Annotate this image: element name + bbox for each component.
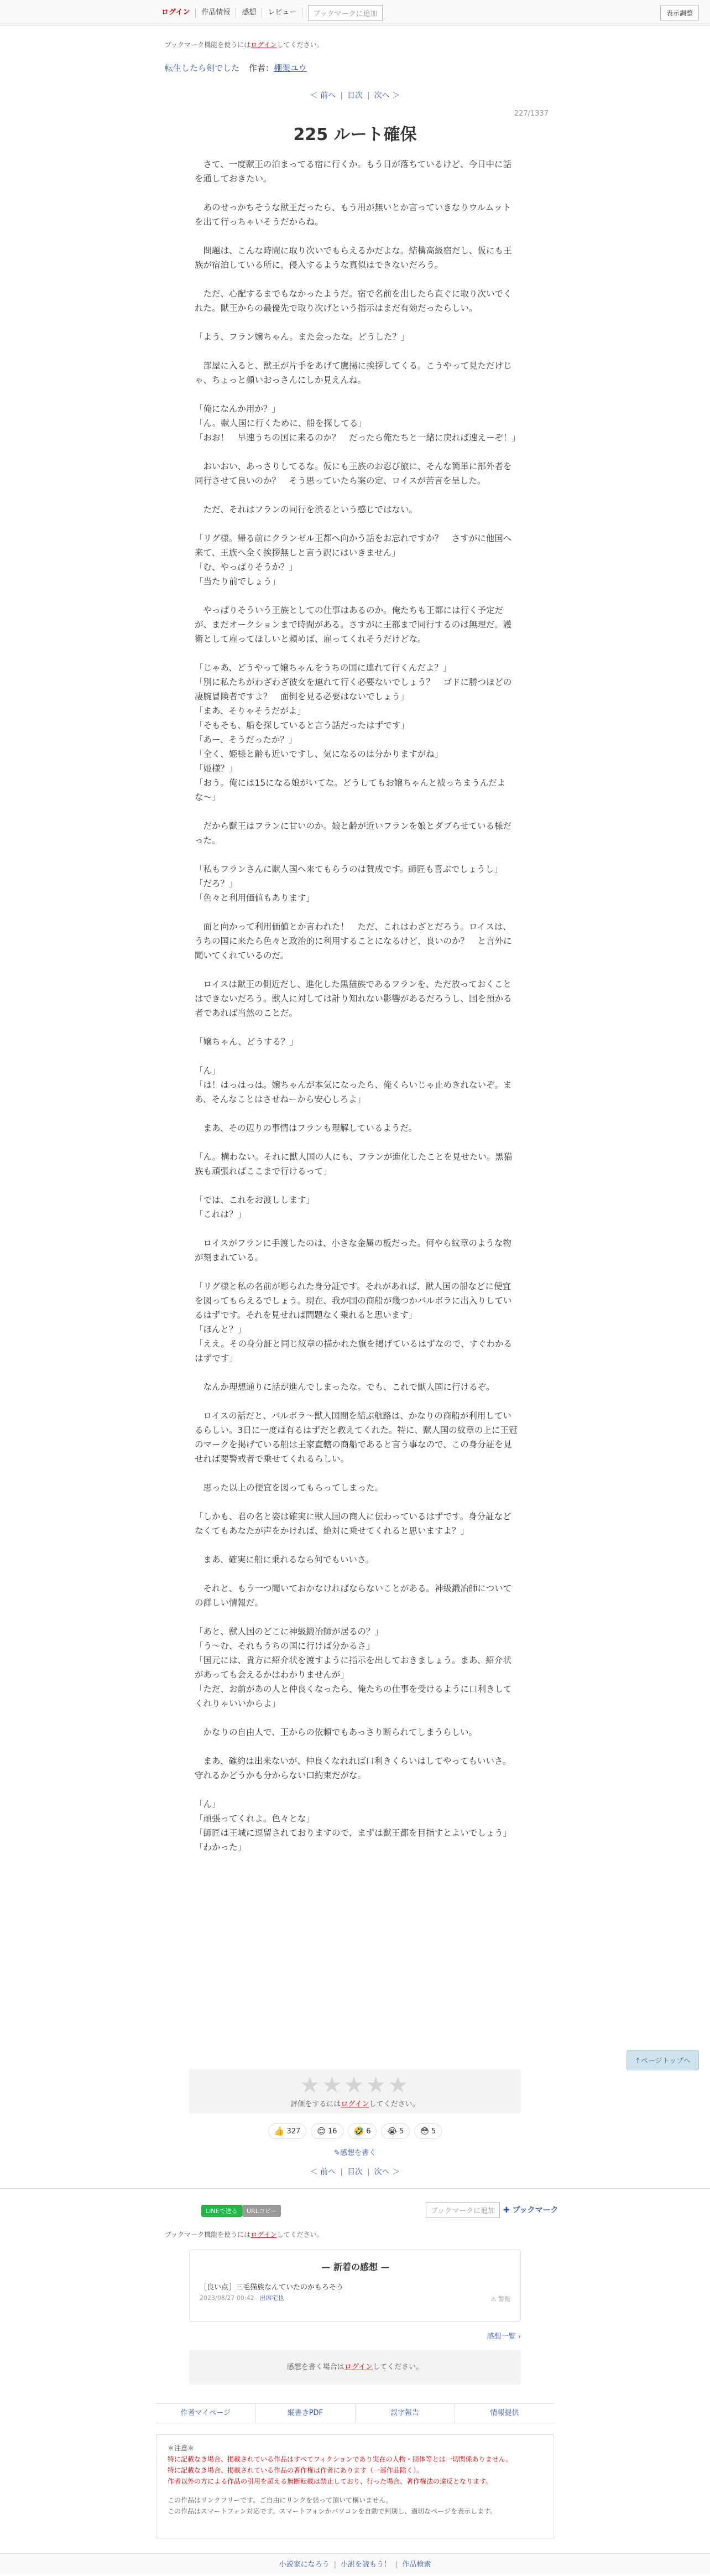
top-bar [0, 0, 710, 25]
reaction-count: 16 [327, 2127, 337, 2136]
caution-line-2: 特に記載なき場合、掲載されている作品の著作権は作者にあります（一部作品除く）。 [168, 2466, 424, 2474]
body-paragraph: 「姫様？」 [195, 764, 238, 773]
page-count: 227/1337 [514, 110, 549, 118]
body-paragraph [195, 315, 518, 330]
body-paragraph [195, 229, 518, 243]
report-link[interactable]: ⚠ 警報 [490, 2295, 510, 2303]
body-paragraph [195, 1610, 518, 1624]
body-paragraph: 「ん。獣人国に行くために、船を探してる」 [195, 418, 367, 428]
body-paragraph [195, 963, 518, 977]
body-paragraph [195, 646, 518, 661]
body-paragraph: 「嬢ちゃん、どうする？」 [195, 1037, 298, 1047]
notice-text-2: ブックマーク機能を使うには [165, 2231, 251, 2239]
bottom-bar: 小説家になろう | 小説を読もう！ | 作品検索 [0, 2553, 710, 2575]
work-info-link[interactable]: 作品情報 [196, 8, 236, 18]
body-paragraph: 「リグ様。帰る前にクランゼル王都へ向かう話をお忘れですか？ さすがに他国へ来て、王族へ全く挨拶無しと言う訳にはいきません」 [195, 533, 512, 558]
author-mypage-link[interactable]: 作者マイページ [156, 2404, 255, 2423]
body-paragraph [195, 272, 518, 287]
body-paragraph: 「色々と利用価値もあります」 [195, 893, 315, 903]
body-paragraph [195, 1107, 518, 1121]
body-paragraph: 部屋に入ると、獣王が片手をあげて鷹揚に挨拶してくる。こうやって見ただけじゃ、ちょっと顔いおっさんにしか見えんね。 [195, 361, 512, 385]
body-paragraph [195, 445, 518, 459]
body-paragraph [195, 1739, 518, 1754]
body-paragraph [195, 1711, 518, 1725]
body-paragraph: 「では、これをお渡しします」 [195, 1195, 315, 1205]
body-paragraph: 「当たり前でしょう」 [195, 577, 281, 586]
body-paragraph: 「全く、姫様と齢も近いですし、気になるのは分かりますがね」 [195, 749, 443, 759]
footer-links [156, 2403, 554, 2423]
reaction-button[interactable] [311, 2123, 343, 2139]
body-paragraph: あのせっかちそうな獣王だったら、もう用が無いとか言っていきなりウルムットを出て行っちゃいそうだからね。 [195, 202, 511, 227]
series-header [165, 62, 307, 74]
body-paragraph: ただ、心配するまでもなかったようだ。宿で名前を出したら直ぐに取り次いでくれた。獣王からの最優先で取り次げという指示はまだ有効だったらしい。 [195, 289, 512, 313]
caution-box [156, 2434, 554, 2538]
body-paragraph [195, 1365, 518, 1380]
next-link-bottom[interactable]: 次へ ＞ [374, 2168, 400, 2177]
body-paragraph [195, 1178, 518, 1193]
reaction-count: 5 [431, 2127, 436, 2136]
body-paragraph: 「おう。俺には15になる娘がいてな。どうしてもお嬢ちゃんと被っちまうんだよな〜」 [195, 778, 506, 802]
body-paragraph: 「これは？」 [195, 1209, 247, 1219]
body-paragraph [195, 905, 518, 920]
notice-text-end: してください。 [276, 41, 323, 49]
body-paragraph [195, 1222, 518, 1236]
yomou-link[interactable]: 小説を読もう！ [340, 2561, 391, 2569]
notice-login-link-2[interactable]: ログイン [250, 2231, 277, 2239]
body-paragraph: 思った以上の便宜を図ってもらってしまった。 [195, 1483, 384, 1493]
login-link[interactable]: ログイン [156, 8, 196, 18]
search-link[interactable]: 作品検索 [402, 2561, 431, 2569]
url-copy-button[interactable]: URLコピー [242, 2205, 281, 2217]
body-paragraph: 「師匠は王城に逗留されておりますので、まずは獣王都を目指すとよいでしょう」 [195, 1828, 512, 1838]
reaction-count: 5 [399, 2127, 404, 2136]
reaction-emoji-icon: 😊 [317, 2126, 326, 2136]
body-paragraph: まあ、確約は出来ないが、仲良くなれれば口利きくらいはしてやってもいいさ。守れるかどうかも分からない口約束だがな。 [195, 1756, 511, 1780]
reaction-bar [0, 2123, 710, 2139]
latest-impressions-heading: — 新着の感想 — [321, 2262, 390, 2272]
rating-box [189, 2069, 521, 2113]
caution-line-3: 作者以外の方による作品の引用を超える無断転載は禁止しており、行った場合、著作権法の違反となります。 [168, 2478, 493, 2485]
latest-impression-text[interactable]: ［良い点］三毛猫族なんていたのかもろそう [200, 2283, 344, 2292]
body-paragraph: なんか理想通りに話が進んでしまったな。でも、これで獣人国に行けるぞ。 [195, 1382, 495, 1392]
body-paragraph: 「国元には、貴方に紹介状を渡すように指示を出しておきましょう。まあ、紹介状があっても会えるかはわかりませんが」 [195, 1655, 511, 1680]
body-paragraph: 「まあ、そりゃそうだがよ」 [195, 706, 306, 716]
notice-text: ブックマーク機能を使うには [165, 41, 251, 49]
body-paragraph: 「は！はっはっは。嬢ちゃんが本気になったら、俺くらいじゃ止めきれないぞ。まあ、そんなことはさせねーから安心しろよ」 [195, 1080, 512, 1104]
body-paragraph: 「う〜む、それもうちの国に行けば分かるさ」 [195, 1641, 375, 1651]
caution-line-5: この作品はスマートフォン対応です。スマートフォンかパソコンを自動で判別し、適切なページを表示します。 [168, 2507, 497, 2515]
reaction-button[interactable] [381, 2123, 410, 2139]
body-paragraph [195, 1394, 518, 1409]
author-link[interactable]: 棚架ユウ [273, 63, 307, 73]
rating-login-link[interactable]: ログイン [341, 2100, 369, 2108]
rating-stars[interactable]: ★★★★★ [300, 2073, 410, 2098]
body-paragraph [195, 1538, 518, 1552]
body-paragraph [195, 517, 518, 531]
toc-link-bottom[interactable]: 目次 [347, 2168, 363, 2177]
body-paragraph: おいおい、あっさりしてるな。仮にも王族のお忍び旅に、そんな簡単に部外者を同行させて良いのか？ そう思っていたら案の定、ロイスが苦言を呈した。 [195, 461, 512, 486]
caution-line-4: この作品はリンクフリーです。ご自由にリンクを張って頂いて構いません。 [168, 2496, 393, 2504]
body-paragraph [195, 1466, 518, 1481]
body-paragraph: ロイスがフランに手渡したのは、小さな金属の板だった。何やら紋章のような物が刻まれている。 [195, 1238, 511, 1263]
body-paragraph [195, 1020, 518, 1035]
body-paragraph: 「ん。構わない。それに獣人国の人にも、フランが進化したことを見せたい。黒猫族も頑張ればここまで行けるって」 [195, 1152, 513, 1176]
body-paragraph: 面と向かって利用価値とか言われた！ ただ、これはわざとだろう。ロイスは、うちの国に来たら色々と政治的に利用することになるけど、良いのか？ と言外に聞いてくれているのだ。 [195, 922, 512, 960]
body-paragraph: まあ、確実に船に乗れるなら何でもいいさ。 [195, 1555, 374, 1565]
impression-list-link[interactable]: 感想一覧 › [487, 2333, 521, 2341]
body-paragraph: かなりの自由人で、王からの依頼でもあっさり断られてしまうらしい。 [195, 1727, 478, 1737]
author-label: 作者： [248, 63, 274, 73]
prev-link-bottom[interactable]: ＜ 前へ [310, 2168, 336, 2177]
impression-login-link[interactable]: ログイン [344, 2363, 373, 2371]
body-paragraph: ロイスは獣王の側近だし、進化した黒猫族であるフランを、ただ放っておくことはできないだろう。獣人に対しては計り知れない影響があるだろうし、国を預かる者であれば当然のことだ。 [195, 979, 512, 1018]
body-paragraph: 「じゃあ、どうやって嬢ちゃんをうちの国に連れて行くんだよ？」 [195, 663, 452, 673]
body-paragraph: 問題は、こんな時間に取り次いでもらえるかだよな。結構高級宿だし、仮にも王族が宿泊している所に、侵入するような真似はできないだろう。 [195, 246, 512, 270]
notice-login-link[interactable]: ログイン [250, 41, 277, 49]
latest-impression-meta [200, 2293, 284, 2302]
body-paragraph: 「ただ、お前があの人と仲良くなったら、俺たちの仕事を受けるように口利きしてくれりゃいいからよ」 [195, 1684, 512, 1708]
series-title-link[interactable]: 転生したら剣でした [165, 63, 240, 73]
next-link[interactable]: 次へ ＞ [374, 91, 400, 100]
caution-line-1: 特に記載なき場合、掲載されている作品はすべてフィクションであり実在の人物・団体等とは一切関係ありません。 [168, 2455, 513, 2463]
reaction-button[interactable] [414, 2123, 442, 2139]
body-paragraph: まあ、その辺りの事情はフランも理解しているようだ。 [195, 1123, 417, 1133]
latest-impressions-box [189, 2250, 521, 2321]
body-paragraph [195, 1135, 518, 1150]
body-paragraph: 「ほんと？」 [195, 1325, 247, 1334]
pager-top: ＜ 前へ | 目次 | 次へ ＞ [310, 91, 400, 100]
body-paragraph: 「む、やっぱりそうか？」 [195, 562, 298, 572]
chapter-title: 225 ルート確保 [293, 125, 417, 144]
body-paragraph: だから獣王はフランに甘いのか。娘と齢が近いフランを娘とダブらせている様だった。 [195, 821, 512, 845]
body-paragraph [195, 1783, 518, 1797]
body-paragraph: 「ん」 [195, 1066, 221, 1076]
reaction-emoji-icon: 🤣 [353, 2126, 364, 2136]
body-paragraph [195, 1495, 518, 1509]
body-paragraph: ただ、それはフランの同行を渋るという感じではない。 [195, 505, 418, 515]
impressions-link[interactable]: 感想 [236, 8, 262, 18]
body-paragraph: 「頑張ってくれよ。色々とな」 [195, 1814, 315, 1824]
body-paragraph: 「だろ？」 [195, 879, 238, 889]
bookmark-add-button[interactable]: ブックマークに追加 [308, 5, 382, 21]
impression-login-box [189, 2350, 521, 2385]
body-paragraph [195, 387, 518, 402]
body-paragraph: ロイスの話だと、バルボラ〜獣人国間を結ぶ航路は、かなりの商船が利用しているらしい。3日に一度は有るはずだと教えてくれた。特に、獣人国の紋章の上に王冠のマークを掲げている船は王家直轄の商船であると言う事なので、この身分証を見せれば要警戒者で乗せてくれるらしい。 [195, 1411, 518, 1464]
body-paragraph [195, 1049, 518, 1063]
body-paragraph: 「そもそも、船を探していると言う話だったはずです」 [195, 720, 409, 730]
line-share-button[interactable]: LINEで送る [201, 2205, 242, 2217]
vertical-pdf-link[interactable]: 縦書きPDF [255, 2404, 355, 2423]
body-paragraph: 「俺になんか用か？」 [195, 404, 281, 414]
body-paragraph: 「ええ。その身分証と同じ紋章の描かれた旗を掲げているはずなので、すぐわかるはずです」 [195, 1339, 513, 1363]
reaction-emoji-icon: 👍 [274, 2126, 285, 2136]
caution-heading: ＊注意＊ [168, 2444, 195, 2452]
reaction-emoji-icon: 😳 [420, 2126, 429, 2136]
impression-login-end: してください。 [373, 2363, 424, 2371]
impression-login-text: 感想を書く場合は [286, 2363, 344, 2371]
write-impression-link[interactable]: ✎感想を書く [334, 2149, 376, 2157]
body-paragraph [195, 488, 518, 502]
body-paragraph [195, 186, 518, 200]
reaction-emoji-icon: 😭 [387, 2126, 397, 2136]
body-paragraph: 「あー、そうだったか？」 [195, 735, 297, 745]
body-paragraph: さて、一度獣王の泊まってる宿に行くか。もう日が落ちているけど、今日中に話を通しておきたい。 [195, 159, 512, 184]
body-paragraph: 「あと、獣人国のどこに神級鍛冶師が居るの？」 [195, 1627, 384, 1637]
body-paragraph: 「ん」 [195, 1799, 221, 1809]
reaction-count: 6 [366, 2127, 371, 2136]
body-paragraph: 「別に私たちがわざわざ彼女を連れて行く必要ないでしょう？ ゴドに勝つほどの凄腕冒険者ですよ？ 面倒を見る必要はないでしょう」 [195, 677, 512, 702]
body-paragraph: それと、もう一つ聞いておかなければならないことがある。神級鍛冶師についての詳しい情報だ。 [195, 1583, 512, 1608]
rating-note-text: 評価をするには [290, 2100, 341, 2108]
impression-date: 2023/08/27 00:42 [200, 2294, 254, 2302]
bookmark-login-notice-bottom [165, 2230, 323, 2239]
reaction-button[interactable] [268, 2123, 307, 2139]
body-paragraph [195, 1567, 518, 1581]
body-paragraph: 「私もフランさんに獣人国へ来てもらうのは賛成です。師匠も喜ぶでしょうし」 [195, 864, 503, 874]
body-paragraph: 「リグ様と私の名前が彫られた身分証です。それがあれば、獣人国の船などに便宜を図ってもらえるでしょう。現在、我が国の商船が幾つかバルボラに出入りしているはずです。それを見せれば問題なく乗れると思います」 [195, 1281, 512, 1320]
body-paragraph: 「しかも、君の名と姿は確実に獣人国の商人に伝わっているはずです。身分証などなくてもあなたが声をかければ、絶対に乗せてくれると思いますよ？」 [195, 1512, 511, 1536]
bookmark-login-notice [165, 40, 323, 49]
bookmark-add-button-bottom[interactable]: ブックマークに追加 [426, 2202, 500, 2218]
reaction-count: 327 [286, 2127, 301, 2136]
bookmark-link[interactable]: ✚ ブックマーク [503, 2206, 558, 2215]
body-paragraph: 「わかった」 [195, 1842, 247, 1852]
body-paragraph: やっぱりそういう王族としての仕事はあるのか。俺たちも王都には行く予定だが、まだオークションまで時間がある。さすがに王都まで同行するのは無理だ。護衛として雇ってほしいと頼めば、雇ってくれそうだけどな。 [195, 605, 512, 644]
top-nav [156, 4, 383, 21]
body-paragraph [195, 589, 518, 603]
novel-body [195, 157, 521, 1855]
display-settings-button[interactable]: 表示調整 [660, 6, 699, 20]
rating-login-notice [189, 2098, 521, 2108]
typo-report-link[interactable]: 誤字報告 [356, 2404, 455, 2423]
body-paragraph [195, 344, 518, 359]
body-paragraph [195, 804, 518, 819]
body-paragraph: 「おお！ 早速うちの国に来るのか？ だったら俺たちと一緒に戻れば速えーぞ！」 [195, 433, 521, 443]
page-top-button[interactable]: ↑ページトップへ [627, 2050, 699, 2070]
pager-bottom: ＜ 前へ | 目次 | 次へ ＞ [310, 2168, 400, 2177]
narou-link[interactable]: 小説家になろう [279, 2561, 330, 2569]
rating-note-end: してください。 [369, 2100, 420, 2108]
body-paragraph [195, 848, 518, 862]
impression-author-link[interactable]: 出席宅也 [259, 2294, 284, 2302]
body-paragraph: 「よう、フラン嬢ちゃん。また会ったな。どうした？」 [195, 332, 410, 342]
section-divider [0, 2188, 710, 2189]
reaction-button[interactable] [348, 2123, 377, 2139]
info-provide-link[interactable]: 情報提供 [490, 2409, 519, 2417]
reviews-link[interactable]: レビュー [262, 8, 302, 18]
toc-link[interactable]: 目次 [347, 91, 363, 100]
notice-text-end-2: してください。 [276, 2231, 323, 2239]
body-paragraph [195, 1265, 518, 1279]
prev-link[interactable]: ＜ 前へ [310, 91, 336, 100]
